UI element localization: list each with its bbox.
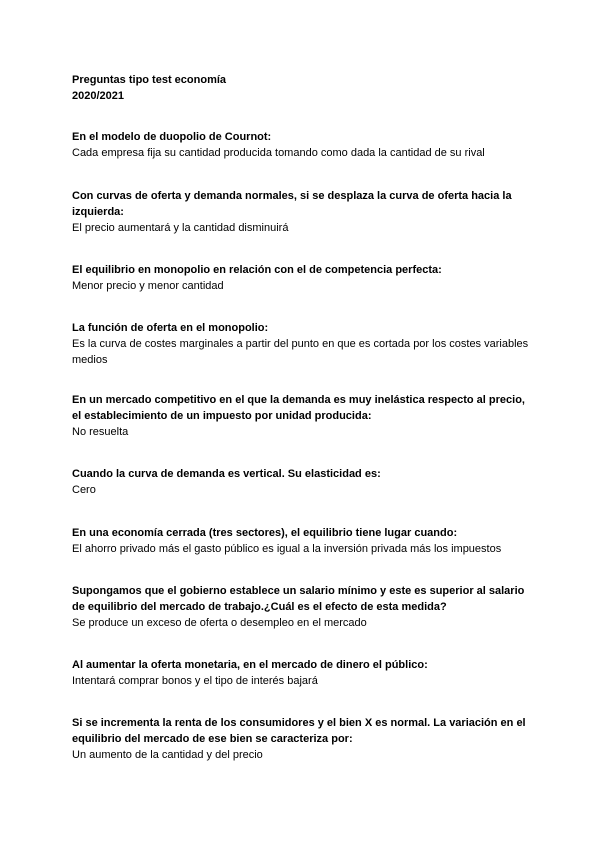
answer-text: No resuelta: [72, 426, 129, 438]
qa-item-1: [72, 129, 532, 161]
answer-text: Un aumento de la cantidad y del precio: [72, 749, 263, 761]
answer-text: Menor precio y menor cantidad: [72, 280, 224, 292]
question-text: La función de oferta en el monopolio:: [72, 322, 269, 334]
question-text: El equilibrio en monopolio en relación con el de competencia perfecta:: [72, 264, 442, 276]
document-year: 2020/2021: [72, 90, 124, 102]
answer-text: Cada empresa fija su cantidad producida tomando como dada la cantidad de su rival: [72, 147, 485, 159]
document-title: Preguntas tipo test economía: [72, 74, 227, 86]
qa-item-8: [72, 583, 532, 631]
question-text: Con curvas de oferta y demanda normales, si se desplaza la curva de oferta hacia la izquierda:: [72, 190, 512, 218]
answer-text: El ahorro privado más el gasto público es igual a la inversión privada más los impuestos: [72, 543, 502, 555]
qa-item-10: [72, 715, 532, 763]
answer-text: Se produce un exceso de oferta o desempleo en el mercado: [72, 617, 367, 629]
question-text: Supongamos que el gobierno establece un salario mínimo y este es superior al salario de equilibrio del mercado de trabajo.¿Cuál es el efecto de esta medida?: [72, 585, 525, 613]
answer-text: Intentará comprar bonos y el tipo de interés bajará: [72, 675, 318, 687]
question-text: Cuando la curva de demanda es vertical. Su elasticidad es:: [72, 468, 381, 480]
question-text: En un mercado competitivo en el que la demanda es muy inelástica respecto al precio, el establecimiento de un impuesto por unidad producida:: [72, 394, 525, 422]
question-text: Si se incrementa la renta de los consumidores y el bien X es normal. La variación en el equilibrio del mercado de ese bien se caracteriza por:: [72, 717, 526, 745]
document-header: [72, 72, 226, 104]
answer-text: El precio aumentará y la cantidad disminuirá: [72, 222, 289, 234]
answer-text: Es la curva de costes marginales a partir del punto en que es cortada por los costes variables medios: [72, 338, 529, 366]
question-text: En el modelo de duopolio de Cournot:: [72, 131, 272, 143]
answer-text: Cero: [72, 484, 96, 496]
qa-item-5: [72, 392, 532, 440]
qa-item-7: [72, 525, 532, 557]
qa-item-4: [72, 320, 532, 368]
qa-item-2: [72, 188, 532, 236]
qa-item-9: [72, 657, 532, 689]
qa-item-6: [72, 466, 532, 498]
question-text: En una economía cerrada (tres sectores), el equilibrio tiene lugar cuando:: [72, 527, 458, 539]
qa-item-3: [72, 262, 532, 294]
question-text: Al aumentar la oferta monetaria, en el mercado de dinero el público:: [72, 659, 428, 671]
